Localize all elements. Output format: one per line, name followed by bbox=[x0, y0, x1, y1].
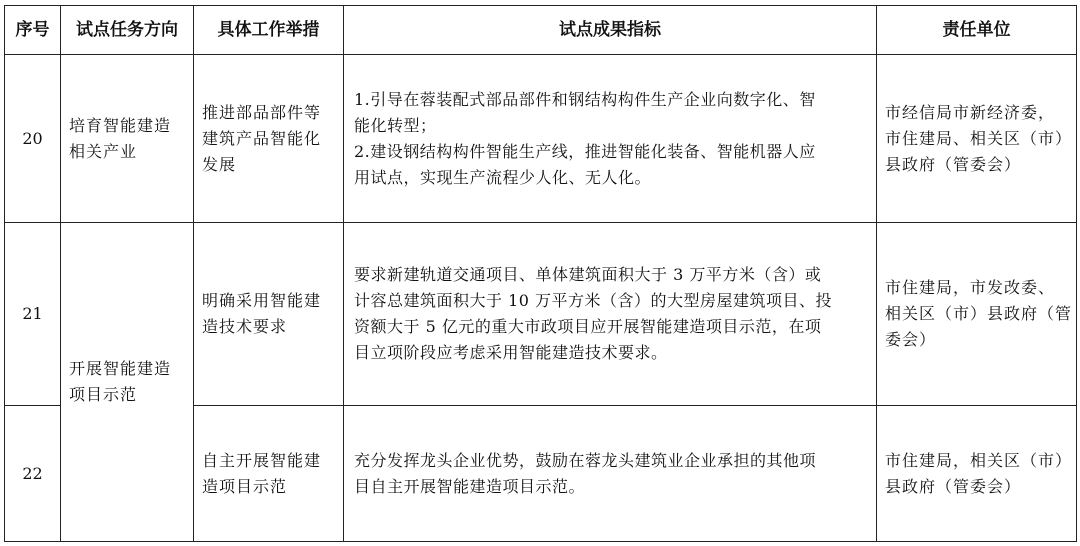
task-direction-text: 培育智能建造 bbox=[69, 115, 172, 135]
responsible-unit-text: 市经信局市新经济委， bbox=[885, 102, 1056, 122]
row-number: 20 bbox=[5, 55, 61, 223]
responsible-unit-text: 市住建局，市发改委、 bbox=[885, 278, 1056, 297]
row-number: 21 bbox=[5, 223, 61, 406]
result-target-text: 要求新建轨道交通项目、单体建筑面积大于 3 万平方米（含）或 bbox=[354, 265, 822, 284]
header-no: 序号 bbox=[5, 6, 61, 55]
responsible-unit-cell bbox=[877, 55, 1077, 223]
task-direction-text: 相关产业 bbox=[69, 141, 138, 161]
responsible-unit-cell bbox=[877, 406, 1077, 542]
header-unit: 责任单位 bbox=[877, 6, 1077, 55]
responsible-unit-text: 市住建局、相关区（市） bbox=[885, 128, 1073, 148]
header-target: 试点成果指标 bbox=[344, 6, 877, 55]
table-row bbox=[5, 55, 1077, 223]
result-target-text: 2.建设钢结构构件智能生产线，推进智能化装备、智能机器人应 bbox=[354, 141, 816, 161]
result-target-cell bbox=[344, 223, 877, 406]
work-measure-cell bbox=[194, 55, 344, 223]
responsible-unit-text: 委会） bbox=[885, 330, 937, 349]
result-target-text: 目立项阶段应考虑采用智能建造技术要求。 bbox=[354, 343, 668, 362]
result-target-cell bbox=[344, 406, 877, 542]
work-measure-text: 自主开展智能建 bbox=[202, 450, 322, 470]
result-target-text: 用试点，实现生产流程少人化、无人化。 bbox=[354, 167, 652, 187]
row-number: 22 bbox=[5, 406, 61, 542]
work-measure-cell bbox=[194, 223, 344, 406]
work-measure-text: 推进部品部件等 bbox=[202, 102, 322, 122]
result-target-text: 能化转型； bbox=[354, 115, 437, 135]
responsible-unit-text: 相关区（市）县政府（管 bbox=[885, 304, 1073, 323]
header-direction: 试点任务方向 bbox=[61, 6, 194, 55]
responsible-unit-cell bbox=[877, 223, 1077, 406]
result-target-cell bbox=[344, 55, 877, 223]
task-direction-cell bbox=[61, 55, 194, 223]
work-measure-text: 明确采用智能建 bbox=[202, 291, 322, 310]
work-measure-cell bbox=[194, 406, 344, 542]
result-target-text: 资额大于 5 亿元的重大市政项目应开展智能建造项目示范，在项 bbox=[354, 317, 822, 336]
task-direction-text: 项目示范 bbox=[69, 385, 138, 404]
task-direction-text: 开展智能建造 bbox=[69, 359, 172, 378]
work-measure-text: 发展 bbox=[202, 154, 237, 174]
work-measure-text: 建筑产品智能化 bbox=[202, 128, 322, 148]
header-row bbox=[5, 6, 1077, 55]
task-direction-cell bbox=[61, 223, 194, 542]
responsible-unit-text: 市住建局，相关区（市） bbox=[885, 450, 1073, 470]
result-target-text: 目自主开展智能建造项目示范。 bbox=[354, 476, 586, 496]
pilot-task-table bbox=[4, 5, 1077, 542]
result-target-text: 充分发挥龙头企业优势，鼓励在蓉龙头建筑业企业承担的其他项 bbox=[354, 450, 817, 470]
result-target-text: 1.引导在蓉装配式部品部件和钢结构构件生产企业向数字化、智 bbox=[354, 89, 816, 109]
header-measure: 具体工作举措 bbox=[194, 6, 344, 55]
result-target-text: 计容总建筑面积大于 10 万平方米（含）的大型房屋建筑项目、投 bbox=[354, 291, 833, 310]
table-row bbox=[5, 223, 1077, 406]
work-measure-text: 造项目示范 bbox=[202, 476, 288, 496]
responsible-unit-text: 县政府（管委会） bbox=[885, 476, 1022, 496]
work-measure-text: 造技术要求 bbox=[202, 317, 288, 336]
responsible-unit-text: 县政府（管委会） bbox=[885, 154, 1022, 174]
